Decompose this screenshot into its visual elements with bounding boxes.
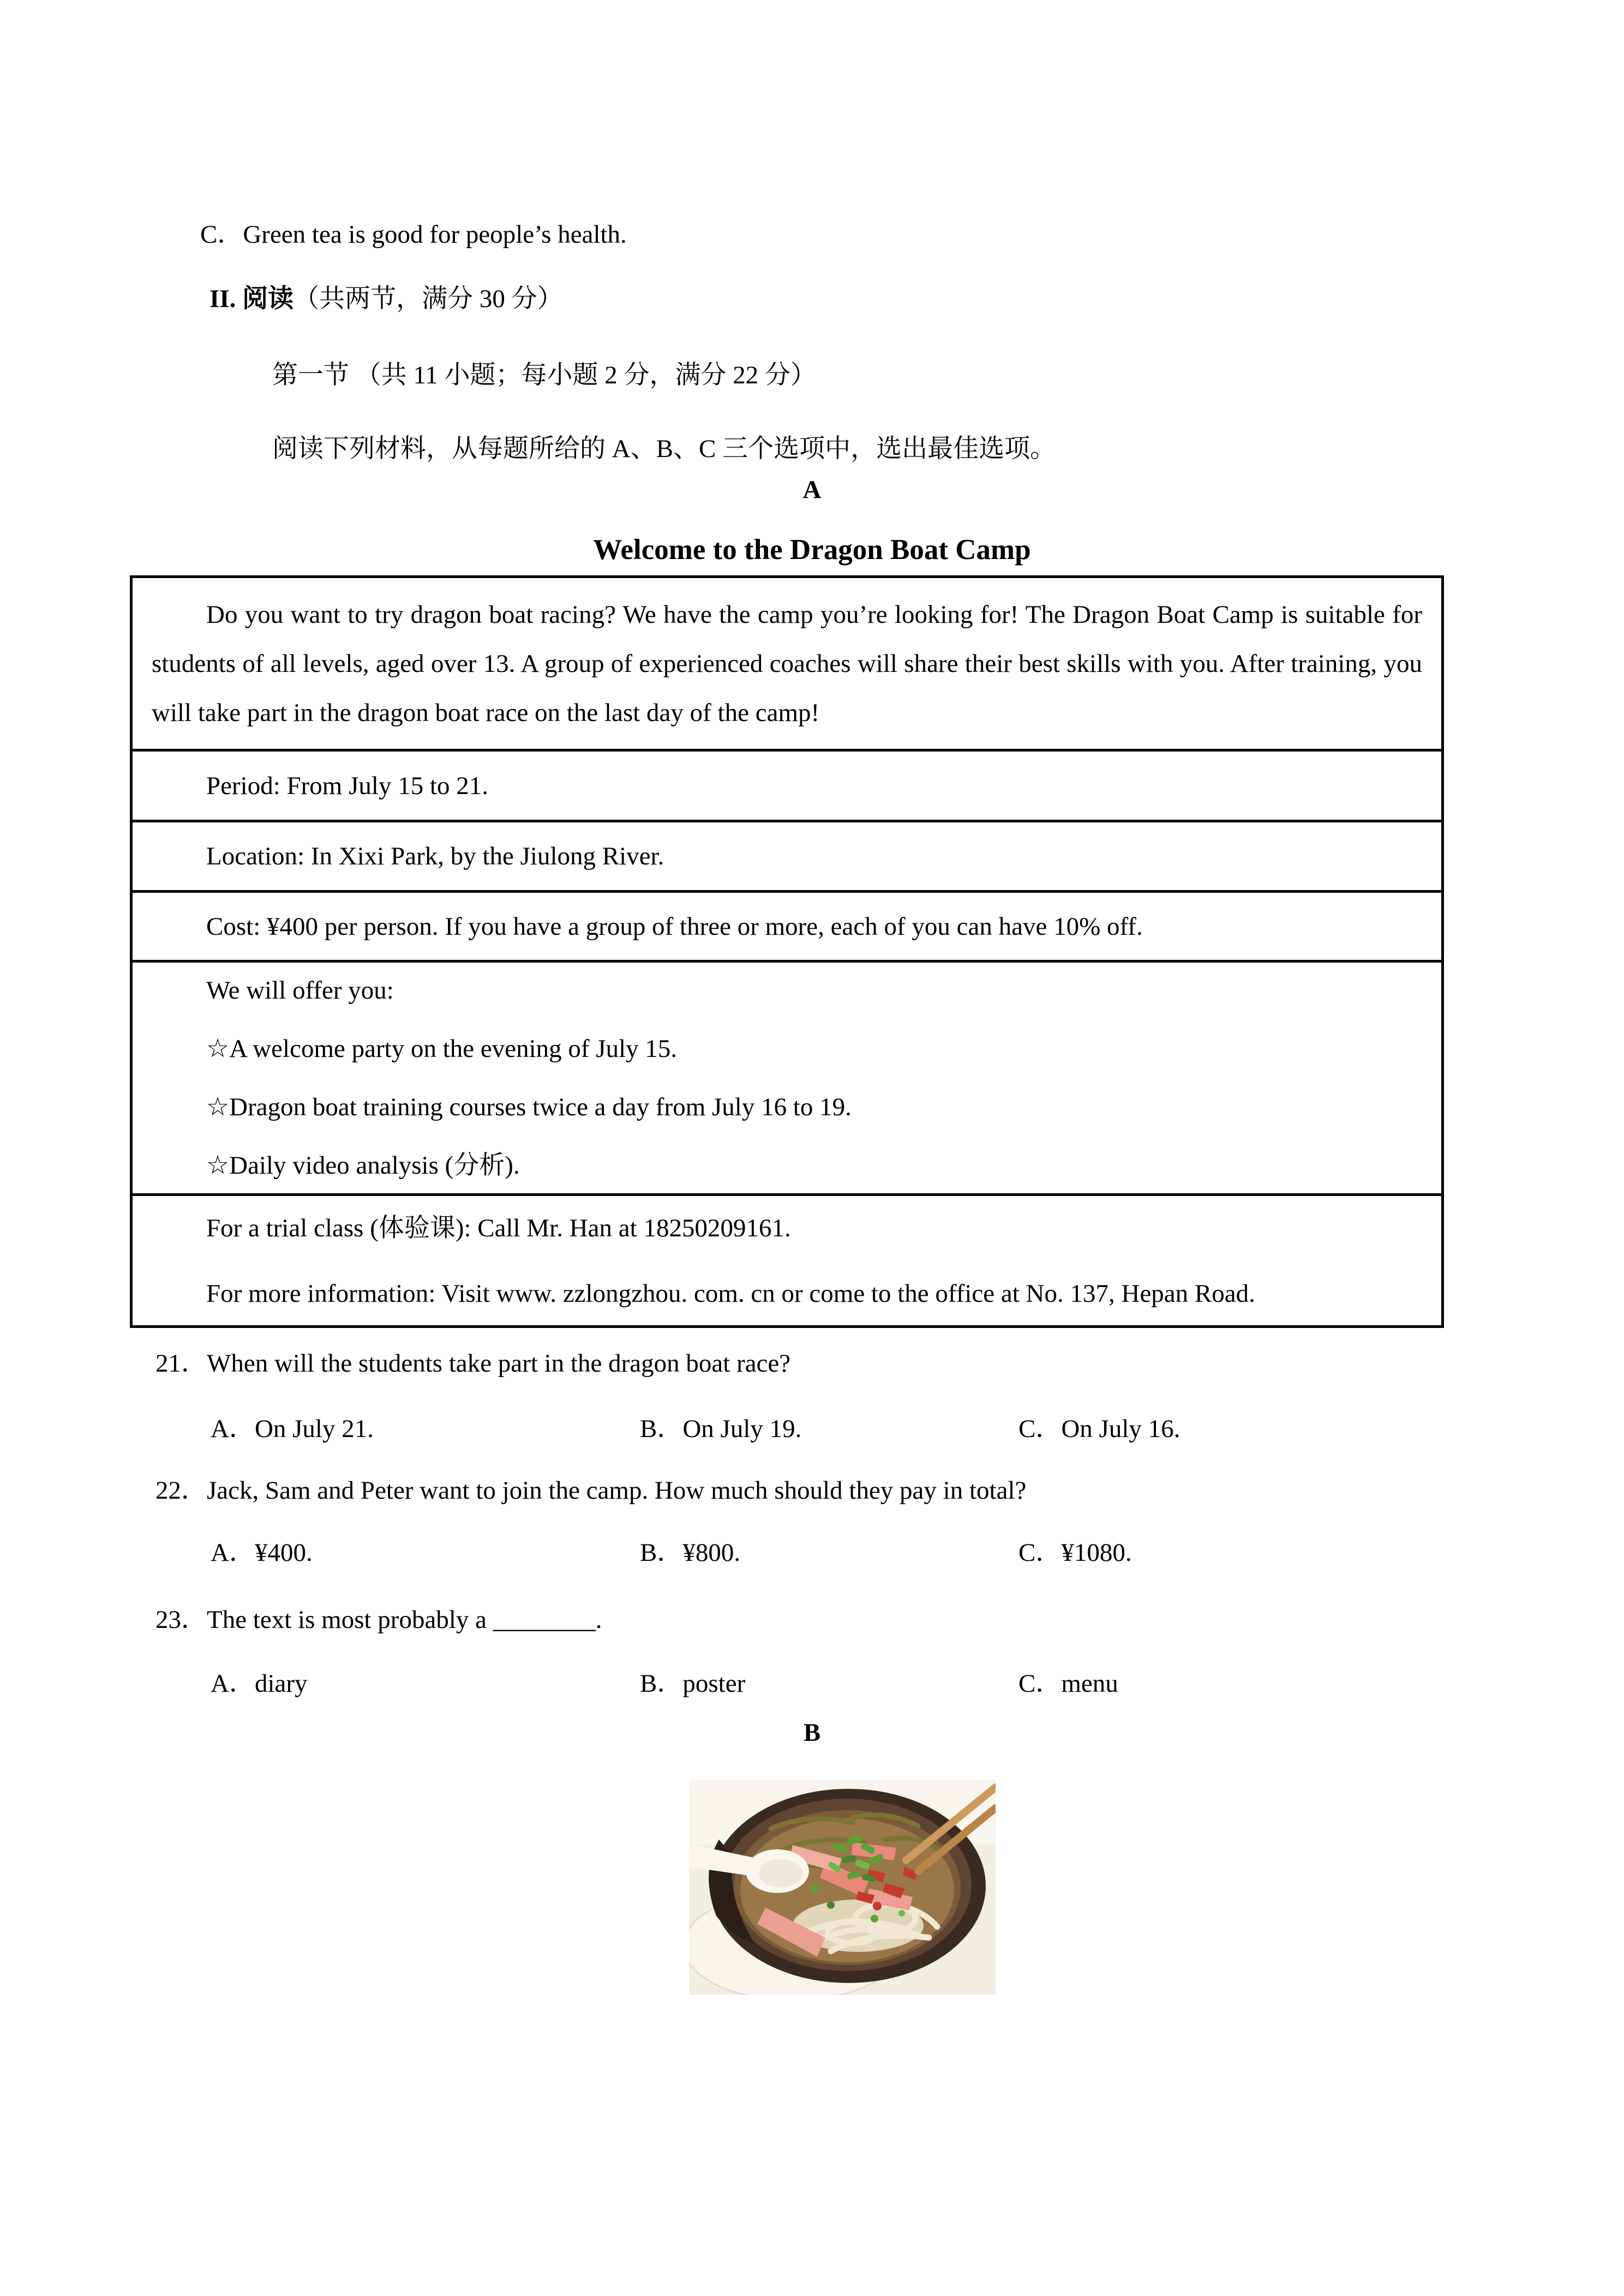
section-ii-heading-bold: II. 阅读 [209,285,294,313]
question-22-option-a [211,1535,313,1571]
reading-instruction: 阅读下列材料，从每题所给的 A、B、C 三个选项中，选出最佳选项。 [272,435,1056,463]
part-one-heading: 第一节 （共 11 小题；每小题 2 分，满分 22 分） [272,361,817,389]
offer-item: ☆Daily video analysis (分析). [206,1151,520,1180]
question-23-option-c [1018,1666,1118,1702]
option-label: B． [640,1538,683,1567]
question-22 [155,1473,1026,1508]
previous-question-option-c: C．Green tea is good for people’s health. [200,220,627,249]
option-label: A． [211,1669,255,1698]
question-23-number: 23． [155,1606,207,1634]
camp-intro-paragraph: Do you want to try dragon boat racing? We have the camp you’re looking for! The Dragon Boat Camp is suitable for students of all levels, aged over 13. A group of experienced coaches will share their best skills with you. After training, you will take part in the dragon boat race on the last day of the camp! [152,600,1422,727]
option-label: C． [1018,1538,1062,1567]
option-text: ¥400. [254,1538,313,1567]
camp-cost: Cost: ¥400 per person. If you have a group of three or more, each of you can have 10% off. [206,912,1143,941]
option-text: On July 16. [1061,1415,1180,1443]
question-23-option-b [640,1666,745,1702]
table-row-location [133,820,1441,890]
option-label: C． [1018,1669,1062,1698]
question-22-option-c [1018,1535,1132,1571]
table-row-period [133,749,1441,820]
option-text: ¥800. [682,1538,741,1567]
option-text: poster [682,1669,746,1698]
question-23-text: The text is most probably a ________. [207,1606,602,1634]
option-label: B． [640,1669,683,1698]
question-21-text: When will the students take part in the dragon boat race? [207,1349,791,1378]
offer-item: ☆A welcome party on the evening of July 15. [206,1034,678,1063]
question-21 [155,1346,790,1381]
offer-heading: We will offer you: [206,976,394,1005]
passage-b-label: B [803,1718,821,1747]
passage-a-label: A [802,476,822,504]
option-text: On July 21. [254,1415,374,1443]
passage-a-title: Welcome to the Dragon Boat Camp [593,534,1031,566]
camp-info-table [130,575,1444,1328]
noodle-bowl-illustration [689,1780,996,1995]
option-label: A． [211,1415,255,1443]
option-label: C． [1018,1415,1062,1443]
table-row-cost [133,890,1441,960]
question-23-options [0,1666,1624,1702]
contact-line: For more information: Visit www. zzlongzhou. com. cn or come to the office at No. 137, Hepan Road. [206,1279,1255,1308]
option-text: On July 19. [682,1415,802,1443]
offer-item: ☆Dragon boat training courses twice a day from July 16 to 19. [206,1092,852,1121]
noodle-bowl-photo [689,1780,996,1995]
option-label: B． [640,1415,683,1443]
option-text: diary [254,1669,308,1698]
section-ii-heading [209,281,563,317]
question-23 [155,1602,602,1638]
contact-line: For a trial class (体验课): Call Mr. Han at 18250209161. [206,1213,791,1242]
table-row-offers [133,960,1441,1193]
question-21-options [0,1411,1624,1447]
question-21-option-a [211,1411,374,1447]
camp-location: Location: In Xixi Park, by the Jiulong River. [206,842,664,870]
table-row-intro [133,578,1441,749]
camp-period: Period: From July 15 to 21. [206,771,489,800]
question-22-text: Jack, Sam and Peter want to join the camp. How much should they pay in total? [207,1476,1027,1505]
question-21-option-b [640,1411,801,1447]
question-22-options [0,1535,1624,1571]
option-text: ¥1080. [1061,1538,1132,1567]
question-22-number: 22． [155,1476,207,1505]
question-22-option-b [640,1535,740,1571]
option-text: menu [1061,1669,1118,1698]
question-21-number: 21． [155,1349,207,1378]
section-ii-heading-rest: （共两节，满分 30 分） [293,285,563,313]
question-23-option-a [211,1666,308,1702]
option-label: A． [211,1538,255,1567]
table-row-contact [133,1193,1441,1325]
question-21-option-c [1018,1411,1180,1447]
